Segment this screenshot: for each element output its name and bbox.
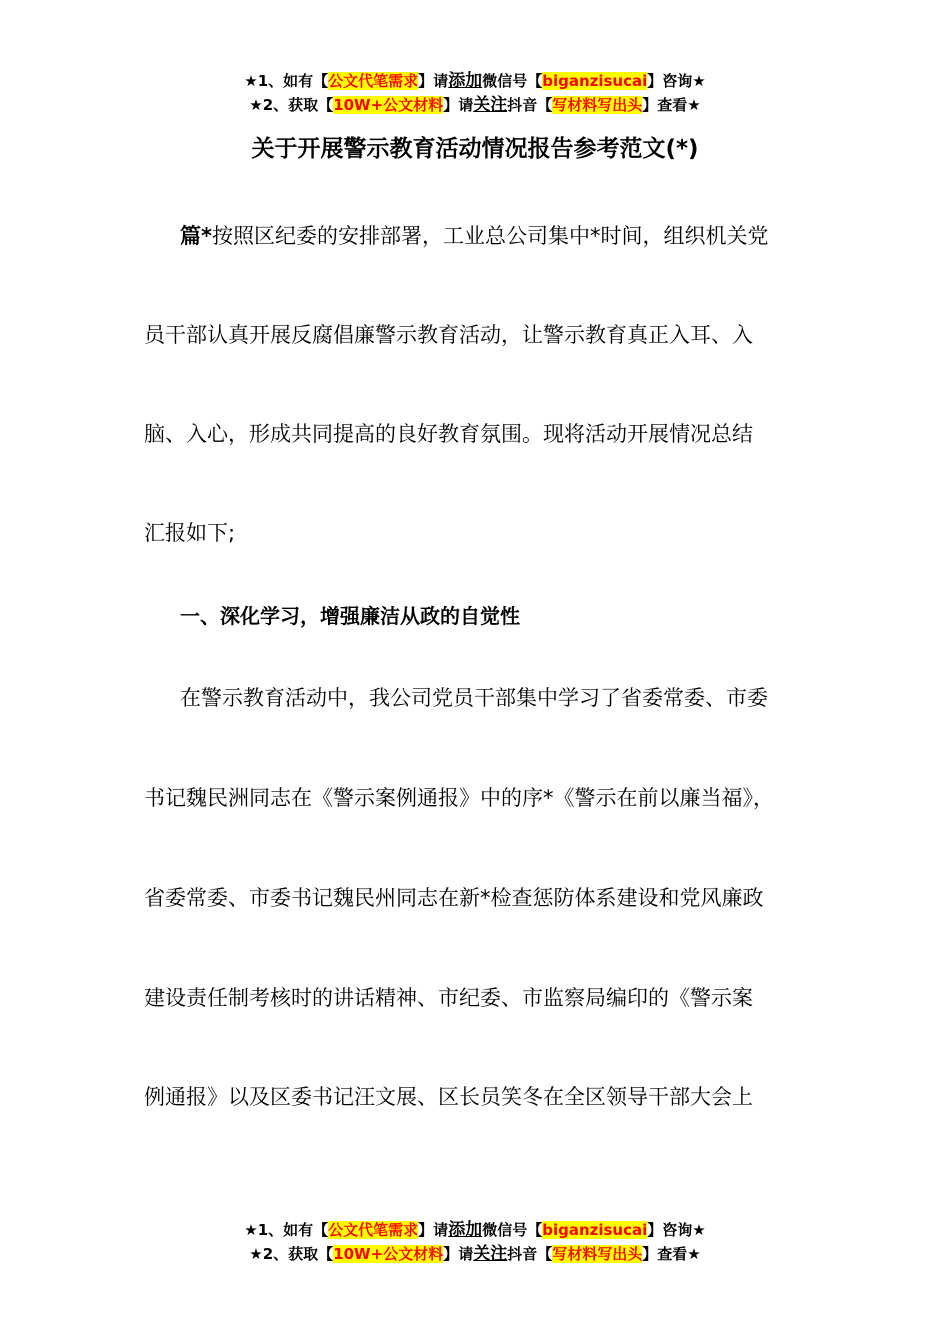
paragraph-line: 建设责任制考核时的讲话精神、市纪委、市监察局编印的《警示案 <box>144 986 753 1010</box>
document-title: 关于开展警示教育活动情况报告参考范文(*) <box>251 136 699 162</box>
banner-text: 微信号【 <box>482 1221 543 1239</box>
footer-banner <box>0 1218 950 1266</box>
banner-text: ★1、如有【 <box>244 1221 329 1239</box>
header-banner <box>0 69 950 117</box>
banner-highlight: 10W+公文材料 <box>333 96 444 114</box>
banner-line-1 <box>0 69 950 93</box>
banner-text: 】请 <box>418 72 449 90</box>
paragraph-line: 在警示教育活动中，我公司党员干部集中学习了省委常委、市委 <box>180 686 768 710</box>
banner-text: 】咨询★ <box>647 1221 706 1239</box>
banner-text: ★2、获取【 <box>249 1245 334 1263</box>
paragraph-text: 按照区纪委的安排部署，工业总公司集中*时间，组织机关党 <box>211 224 769 248</box>
banner-text: 】请 <box>443 1245 474 1263</box>
banner-highlight: 10W+公文材料 <box>333 1245 444 1263</box>
banner-highlight: 公文代笔需求 <box>328 1221 419 1239</box>
banner-text: 抖音【 <box>507 96 553 114</box>
banner-highlight: 写材料写出头 <box>552 1245 643 1263</box>
paragraph-line: 例通报》以及区委书记汪文展、区长员笑冬在全区领导干部大会上 <box>144 1085 753 1109</box>
banner-text: 】查看★ <box>642 96 701 114</box>
banner-line-2 <box>0 1242 950 1266</box>
banner-text: 微信号【 <box>482 72 543 90</box>
banner-underline: 关注 <box>473 1244 508 1264</box>
banner-underline: 关注 <box>473 95 508 115</box>
section-heading: 一、深化学习，增强廉洁从政的自觉性 <box>180 604 520 628</box>
banner-line-2 <box>0 93 950 117</box>
banner-line-1 <box>0 1218 950 1242</box>
paragraph-line: 省委常委、市委书记魏民州同志在新*检查惩防体系建设和党风廉政 <box>144 886 764 910</box>
banner-highlight: 公文代笔需求 <box>328 72 419 90</box>
banner-text: 】请 <box>443 96 474 114</box>
banner-highlight: biganzisucai <box>542 1221 648 1239</box>
banner-underline: 添加 <box>448 1220 483 1240</box>
banner-text: 】请 <box>418 1221 449 1239</box>
banner-highlight: biganzisucai <box>542 72 648 90</box>
banner-highlight: 写材料写出头 <box>552 96 643 114</box>
banner-text: 】查看★ <box>642 1245 701 1263</box>
banner-underline: 添加 <box>448 71 483 91</box>
banner-text: 】咨询★ <box>647 72 706 90</box>
paragraph-line: 书记魏民洲同志在《警示案例通报》中的序*《警示在前以廉当福》， <box>144 786 774 810</box>
paragraph-line: 脑、入心，形成共同提高的良好教育氛围。现将活动开展情况总结 <box>144 422 753 446</box>
paragraph-line <box>180 221 768 251</box>
paragraph-lead: 篇* <box>180 224 212 248</box>
paragraph-line: 汇报如下; <box>144 521 236 545</box>
banner-text: ★2、获取【 <box>249 96 334 114</box>
paragraph-line: 员干部认真开展反腐倡廉警示教育活动，让警示教育真正入耳、入 <box>144 323 753 347</box>
banner-text: ★1、如有【 <box>244 72 329 90</box>
banner-text: 抖音【 <box>507 1245 553 1263</box>
